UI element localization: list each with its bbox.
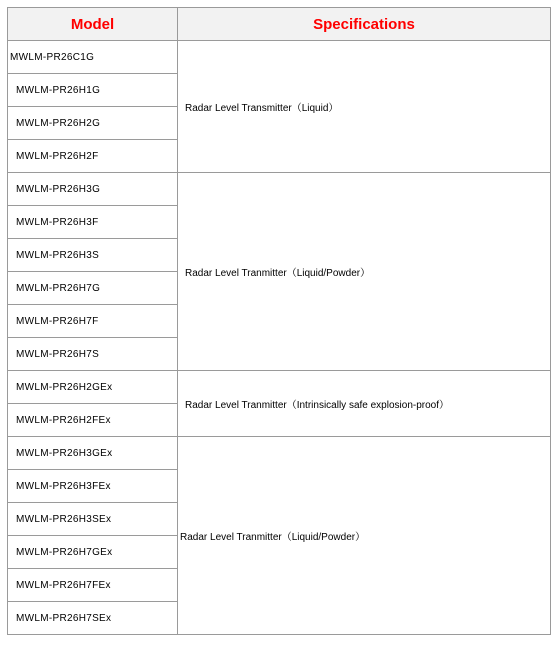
model-cell: MWLM-PR26H1G — [8, 74, 178, 107]
model-cell: MWLM-PR26H3GEx — [8, 437, 178, 470]
model-cell: MWLM-PR26H7FEx — [8, 569, 178, 602]
header-row — [8, 8, 551, 41]
spec-table — [7, 7, 551, 635]
table-row — [8, 371, 551, 404]
model-cell: MWLM-PR26H3FEx — [8, 470, 178, 503]
spec-cell: Radar Level Transmitter（Liquid） — [178, 41, 551, 173]
model-cell: MWLM-PR26H7SEx — [8, 602, 178, 635]
model-cell: MWLM-PR26H3SEx — [8, 503, 178, 536]
model-cell: MWLM-PR26H7GEx — [8, 536, 178, 569]
model-cell: MWLM-PR26H7S — [8, 338, 178, 371]
model-cell: MWLM-PR26C1G — [8, 41, 178, 74]
model-cell: MWLM-PR26H2GEx — [8, 371, 178, 404]
spec-cell: Radar Level Tranmitter（Intrinsically safe explosion-proof） — [178, 371, 551, 437]
table-row — [8, 41, 551, 74]
model-header: Model — [8, 8, 178, 41]
spec-cell: Radar Level Tranmitter（Liquid/Powder） — [178, 173, 551, 371]
model-cell: MWLM-PR26H3G — [8, 173, 178, 206]
model-cell: MWLM-PR26H3F — [8, 206, 178, 239]
model-cell: MWLM-PR26H3S — [8, 239, 178, 272]
table-row — [8, 437, 551, 470]
model-cell: MWLM-PR26H2F — [8, 140, 178, 173]
specifications-header: Specifications — [178, 8, 551, 41]
model-cell: MWLM-PR26H2G — [8, 107, 178, 140]
model-cell: MWLM-PR26H2FEx — [8, 404, 178, 437]
spec-cell: Radar Level Tranmitter（Liquid/Powder） — [178, 437, 551, 635]
table-row — [8, 173, 551, 206]
model-cell: MWLM-PR26H7G — [8, 272, 178, 305]
model-cell: MWLM-PR26H7F — [8, 305, 178, 338]
